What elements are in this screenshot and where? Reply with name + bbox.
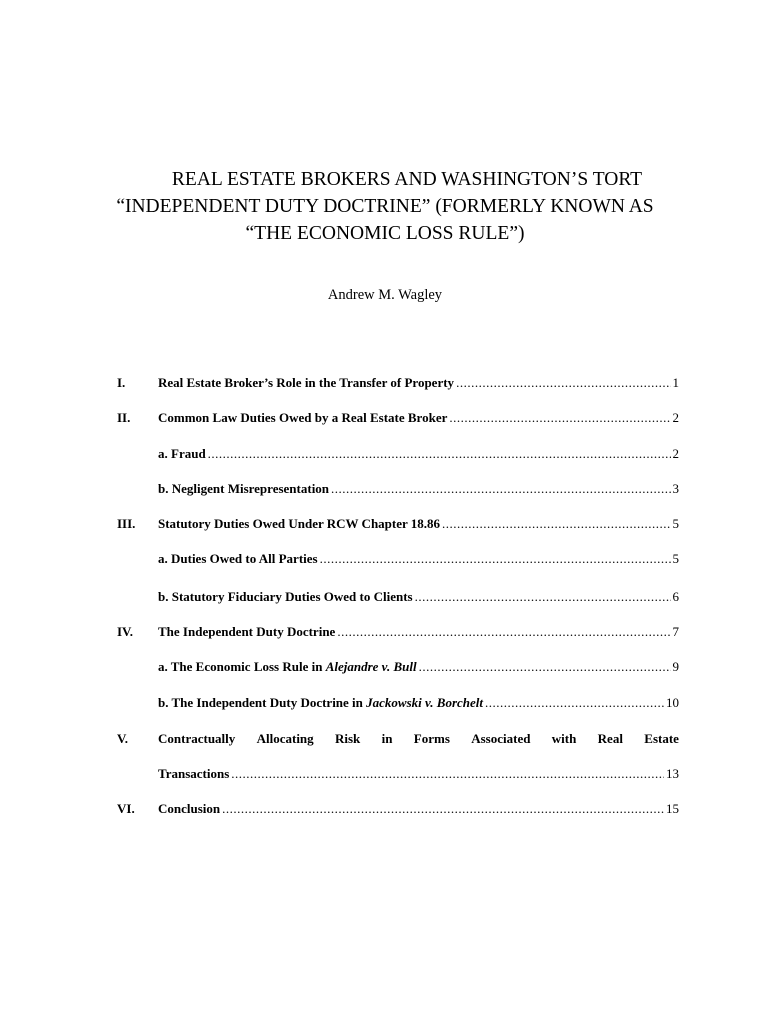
toc-page: 13 bbox=[666, 766, 679, 781]
toc-number: III. bbox=[117, 516, 136, 531]
toc-leader bbox=[449, 408, 670, 428]
toc-page: 5 bbox=[672, 551, 679, 566]
toc-label: a. Duties Owed to All Parties bbox=[158, 551, 318, 566]
toc-entry-section-6[interactable] bbox=[0, 799, 770, 819]
toc-leader bbox=[320, 549, 671, 569]
toc-entry-section-3b[interactable] bbox=[0, 587, 770, 607]
toc-leader bbox=[331, 479, 670, 499]
toc-number: IV. bbox=[117, 624, 134, 639]
toc-entry-section-2[interactable] bbox=[0, 408, 770, 428]
toc-page: 5 bbox=[672, 516, 679, 531]
toc-label: Common Law Duties Owed by a Real Estate Broker bbox=[158, 410, 448, 425]
author-name: Andrew M. Wagley bbox=[327, 287, 443, 303]
toc-page: 2 bbox=[672, 446, 679, 461]
toc-entry-section-3[interactable] bbox=[0, 514, 770, 534]
toc-leader bbox=[415, 587, 671, 607]
toc-label-word: with bbox=[551, 731, 577, 746]
toc-entry-section-2b[interactable] bbox=[0, 479, 770, 499]
toc-entry-section-4a[interactable] bbox=[0, 657, 770, 677]
toc-leader bbox=[485, 693, 664, 713]
toc-leader bbox=[231, 764, 664, 784]
toc-label-word: in bbox=[381, 731, 393, 746]
toc-entry-section-4b[interactable] bbox=[0, 693, 770, 713]
toc-label-word: Real bbox=[597, 731, 623, 746]
toc-entry-section-5[interactable] bbox=[0, 729, 770, 749]
toc-page: 10 bbox=[666, 695, 679, 710]
toc-page: 3 bbox=[672, 481, 679, 496]
toc-case-name: Alejandre v. Bull bbox=[325, 659, 417, 674]
toc-label-text: a. The Economic Loss Rule in bbox=[158, 659, 326, 674]
toc-label: Conclusion bbox=[158, 801, 221, 816]
toc-label bbox=[158, 729, 679, 749]
toc-label-word: Forms bbox=[413, 731, 450, 746]
toc-label: Transactions bbox=[158, 766, 230, 781]
toc-page: 6 bbox=[672, 589, 679, 604]
toc-label-word: Estate bbox=[644, 731, 679, 746]
toc-label bbox=[158, 693, 483, 713]
toc-label-word: Risk bbox=[335, 731, 361, 746]
toc-case-name: Jackowski v. Borchelt bbox=[366, 695, 484, 710]
toc-entry-section-4[interactable] bbox=[0, 622, 770, 642]
toc-label-word: Allocating bbox=[256, 731, 314, 746]
toc-leader bbox=[222, 799, 664, 819]
toc-number: V. bbox=[117, 731, 128, 746]
toc-leader bbox=[208, 444, 671, 464]
toc-label: a. Fraud bbox=[158, 446, 206, 461]
toc-leader bbox=[337, 622, 670, 642]
toc-page: 9 bbox=[672, 659, 679, 674]
toc-entry-section-2a[interactable] bbox=[0, 444, 770, 464]
toc-label-text: b. The Independent Duty Doctrine in bbox=[158, 695, 367, 710]
toc-leader bbox=[442, 514, 670, 534]
toc-label: b. Statutory Fiduciary Duties Owed to Clients bbox=[158, 589, 413, 604]
toc-leader bbox=[456, 373, 670, 393]
toc-label: Real Estate Broker’s Role in the Transfer of Property bbox=[158, 375, 455, 390]
toc-label: b. Negligent Misrepresentation bbox=[158, 481, 330, 496]
toc-number: VI. bbox=[117, 801, 135, 816]
toc-entry-section-1[interactable] bbox=[0, 373, 770, 393]
toc-page: 15 bbox=[666, 801, 679, 816]
toc-leader bbox=[419, 657, 671, 677]
toc-number: I. bbox=[117, 375, 126, 390]
title-line-1: REAL ESTATE BROKERS AND WASHINGTON’S TORT bbox=[171, 169, 643, 190]
toc-page: 1 bbox=[672, 375, 679, 390]
toc-label bbox=[158, 657, 417, 677]
toc-label-word: Associated bbox=[471, 731, 531, 746]
toc-entry-section-5-cont[interactable] bbox=[0, 764, 770, 784]
document-title bbox=[90, 166, 680, 247]
toc-label: The Independent Duty Doctrine bbox=[158, 624, 336, 639]
toc-number: II. bbox=[117, 410, 131, 425]
title-line-3: “THE ECONOMIC LOSS RULE”) bbox=[245, 223, 525, 244]
toc-label: Statutory Duties Owed Under RCW Chapter 18.86 bbox=[158, 516, 441, 531]
toc-page: 2 bbox=[672, 410, 679, 425]
toc-entry-section-3a[interactable] bbox=[0, 549, 770, 569]
title-line-2: “INDEPENDENT DUTY DOCTRINE” (FORMERLY KNOWN AS bbox=[116, 196, 654, 217]
toc-page: 7 bbox=[672, 624, 679, 639]
toc-label-word: Contractually bbox=[158, 731, 236, 746]
